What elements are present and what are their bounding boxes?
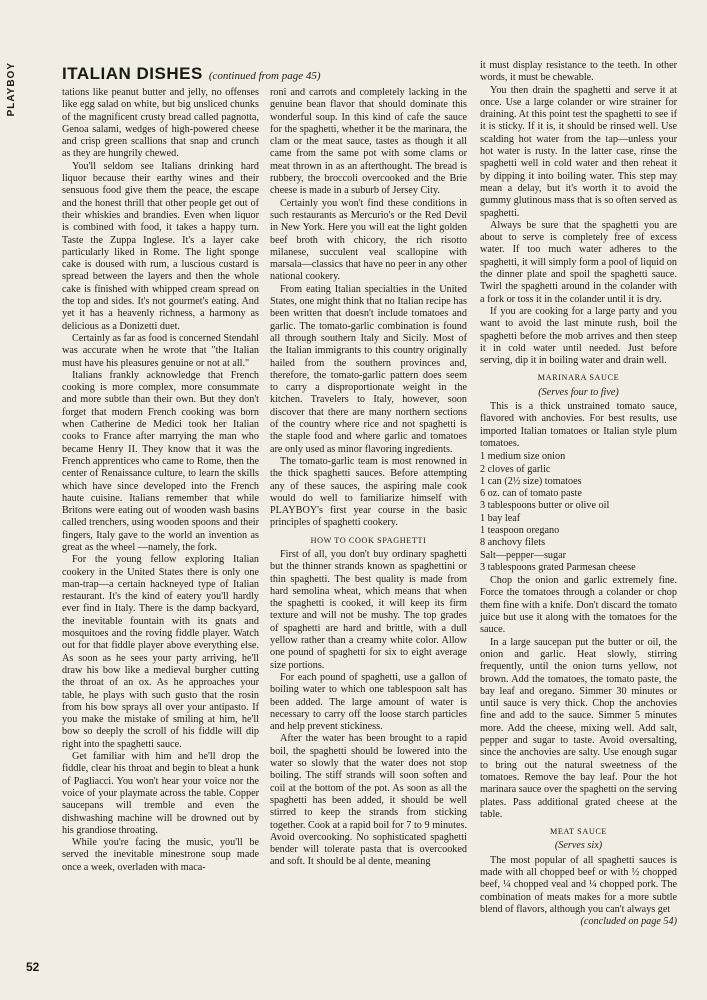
ingredient: 1 teaspoon oregano <box>480 524 560 536</box>
paragraph: Chop the onion and garlic extremely fine. Force the tomatoes through a colander or chop them fine with a knife. Don't discard the tomato juice but use it along with the tomatoes for the sauce. <box>480 575 677 636</box>
paragraph: Certainly you won't find these conditions in such restaurants as Mercurio's or the Red Devil in New York. Here you will eat the light golden beef broth with chicory, the rich risotto milanese, succulent veal scallopine with marsala—classics that have no peer in any other national cookery. <box>270 197 467 283</box>
ingredient: 3 tablespoons grated Parmesan cheese <box>480 561 636 573</box>
ingredient: 1 bay leaf <box>480 512 521 524</box>
paragraph: tations like peanut butter and jelly, no offenses like egg salad on white, but big unsliced chunks of the magnificent crusty bread called pagnotta, Genoa salami, wedges of high-powered cheese and crisp green scallions that snap and crunch as they are hungrily chewed. <box>62 87 259 160</box>
section-heading: HOW TO COOK SPAGHETTI <box>310 535 427 545</box>
paragraph: For each pound of spaghetti, use a gallon of boiling water to which one tablespoon salt has been added. The large amount of water is necessary to carry off the loose starch particles and help prevent stickiness. <box>270 671 467 733</box>
ingredient: 6 oz. can of tomato paste <box>480 488 582 500</box>
paragraph: In a large saucepan put the butter or oil, the onion and garlic. Heat slowly, stirring frequently, until the onion turns yellow, not brown. Add the tomatoes, the tomato paste, the bay leaf and oregano. Simmer 30 minutes or until sauce is very thick. Chop the anchovies fine and add to the sauce. Simmer 5 minutes more. Add the cheese, mixing well. Add salt, pepper and sugar to taste. Avoid oversalting, since the anchovies are salty. Use enough sugar to bring out the natural sweetness of the tomatoes. Remove the bay leaf. Pour the hot marinara sauce over the spaghetti on the serving plates. Pass additional grated cheese at the table. <box>480 636 677 820</box>
article-title: ITALIAN DISHES <box>62 64 203 83</box>
paragraph: First of all, you don't buy ordinary spaghetti but the thinner strands known as spaghettini or thin spaghetti. The best quality is made from hard semolina wheat, which means that when the spaghetti is cooked, it will keep its firm texture and will not be mushy. The top grades of spaghetti are hard and brittle, with a dull yellow rather than a creamy white color. Allow one pound of spaghetti for six to eight average size portions. <box>270 548 467 671</box>
ingredient: 3 tablespoons butter or olive oil <box>480 500 610 512</box>
column-1 <box>62 87 259 874</box>
paragraph: it must display resistance to the teeth. In other words, it must be chewable. <box>480 60 677 84</box>
ingredient: Salt—pepper—sugar <box>480 549 567 561</box>
column-3 <box>480 60 677 928</box>
paragraph: This is a thick unstrained tomato sauce, flavored with anchovies. For best results, use imported Italian tomatoes or Italian style plum tomatoes. <box>480 401 677 449</box>
article-header <box>62 64 462 84</box>
paragraph: Certainly as far as food is concerned Stendahl was accurate when he wrote that "the Italian must have his pleasures genuine or not at all." <box>62 332 259 369</box>
ingredient: 2 cloves of garlic <box>480 463 551 475</box>
paragraph: Italians frankly acknowledge that French cooking is more complex, more consummate and more subtle than their own. But they don't forget that modern French cooking was born when Catherine de Medici took her Italian cooks to France after marrying the man who became Henry II. They know that it was the French apprentices who came to Rome, then the center of Renaissance culture, to learn the skills which have since developed into the French haute cuisine. Italians remember that while Britons were eating out of wooden wash basins called trenchers, using wooden spoons and their fingers, Italy gave to the world an invention as great as the wheel —namely, the fork. <box>62 369 259 553</box>
recipe-heading-marinara: MARINARA SAUCE <box>537 373 620 383</box>
paragraph: Always be sure that the spaghetti you are about to serve is completely free of excess water. If too much water adheres to the spaghetti, it will simply form a pool of liquid on the dinner plate and spoil the spaghetti sauce. Twirl the spaghetti around in the colander with a fork or toss it in the colander until it is dry. <box>480 219 677 305</box>
recipe-serves: (Serves six) <box>554 840 603 852</box>
paragraph: roni and carrots and completely lacking in the genuine bean flavor that should dominate this wonderful soup. In this kind of cafe the sauce for the spaghetti, whether it be the marinara, the clam or the meat sauce, tastes as though it all came from the same pot with some clams or meat thrown in as an afterthought. The bread is rubbery, the broccoli overcooked and the Brie cheese is made in a suburb of Jersey City. <box>270 87 467 197</box>
paragraph: While you're facing the music, you'll be served the inevitable minestrone soup made once a week, overladen with maca- <box>62 837 259 873</box>
paragraph: For the young fellow exploring Italian cookery in the United States there is only one man-trap—a certain hackneyed type of Italian restaurant. It's the kind of eatery you'll hardly ever find in Italy. There is the damp backyard, the inevitable fountain with its gnats and mosquitoes and the roving fiddle player. Watch out for that fiddle player above everything else. As soon as he sees your party arriving, he'll draw his bow like a medieval burgher cutting the throat of an ox. As he approaches your table, he plays with such gusto that the rosin from his bow sprays all over your antipasto. If you make the mistake of smiling at him, he'll bow so deeply the scroll of his fiddle will dip right into the spaghetti sauce. <box>62 554 259 750</box>
paragraph: From eating Italian specialties in the United States, one might think that no Italian recipe has been written that doesn't include tomatoes and garlic. The tomato-garlic combination is found all through southern Italy and Sicily. Most of the Italian immigrants to this country originally hailed from the southern provinces and, therefore, the tomato-garlic pattern does seem to carry a disproportionate weight in the kitchen. Travelers to Italy, however, soon discover that there are many northern sections of the country where rice and not spaghetti is the staple food and where garlic and tomatoes are only used as minor flavoring ingredients. <box>270 283 467 455</box>
magazine-side-title: PLAYBOY <box>6 62 17 117</box>
ingredient: 1 can (2½ size) tomatoes <box>480 475 582 487</box>
page-number: 52 <box>26 960 40 974</box>
ingredient: 1 medium size onion <box>480 451 566 463</box>
paragraph: Get familiar with him and he'll drop the fiddle, clear his throat and begin to bleat a hunk of Pagliacci. You won't hear your voice nor the voice of your playmate across the table. Copper saucepans will tremble and even the dishwashing machine will be drowned out by his grandiose throating. <box>62 751 259 836</box>
paragraph: After the water has been brought to a rapid boil, the spaghetti should be lowered into the water so slowly that the water does not stop boiling. The stiff strands will soon soften and coil at the bottom of the pot. As soon as all the spaghetti has been added, it should be well stirred to keep the strands from sticking together. Cook at a rapid boil for 7 to 9 minutes. Avoid overcooking. No sophisticated spaghetti bender will tolerate pasta that is overcooked and soft. It should be al dente, meaning <box>270 733 467 868</box>
paragraph: The tomato-garlic team is most renowned in the thick spaghetti sauces. Before attempting any of these sauces, the aspiring male cook would do well to familiarize himself with PLAYBOY's first year course in the basic principles of spaghetti cookery. <box>270 455 467 529</box>
recipe-heading-meat: MEAT SAUCE <box>549 827 608 837</box>
ingredient-list <box>480 451 677 574</box>
paragraph: You'll seldom see Italians drinking hard liquor because their earthy wines and their sensuous food give them the peace, the escape and the honest thrill that other people get out of their whiskies and brandies. Even when liquor is combined with food, it takes a happy turn. Taste the Zuppa Inglese. It's a layer cake particularly liked in Rome. The light sponge cake is doused with rum, a luscious custard is spread between the layers and then the whole cake is finished with whipped cream spread on the top and sides. It's not gourmet's eating. And yet it has a heavenly richness, a harmony as delicious as a Donizetti duet. <box>62 160 259 332</box>
paragraph: The most popular of all spaghetti sauces is made with all chopped beef or with ½ chopped beef, ¼ chopped veal and ¼ chopped pork. The combination of meats makes for a more subtle blend of flavors, although you can't always get <box>480 854 677 915</box>
concluded-note: (concluded on page 54) <box>580 916 677 928</box>
paragraph: If you are cooking for a large party and you want to avoid the last minute rush, boil the spaghetti before the mob arrives and then steep it in cold water until needed. Just before serving, dip it in boiling water and drain well. <box>480 305 677 367</box>
column-2 <box>270 87 467 869</box>
continued-note: (continued from page 45) <box>208 70 321 82</box>
recipe-serves: (Serves four to five) <box>538 386 619 398</box>
paragraph: You then drain the spaghetti and serve it at once. Use a large colander or wire strainer for draining. At this point test the spaghetti to see if it is sticky. If it is, it should be rinsed well. Use scalding hot water from the tap—unless your hot water is rusty. In the latter case, rinse the spaghetti well in cold water and then reheat it by dipping it into boiling water. This step may mean a delay, but it's worth it to avoid the gummy glutinous mass that is so often served as spaghetti. <box>480 84 677 219</box>
ingredient: 8 anchovy filets <box>480 537 546 549</box>
